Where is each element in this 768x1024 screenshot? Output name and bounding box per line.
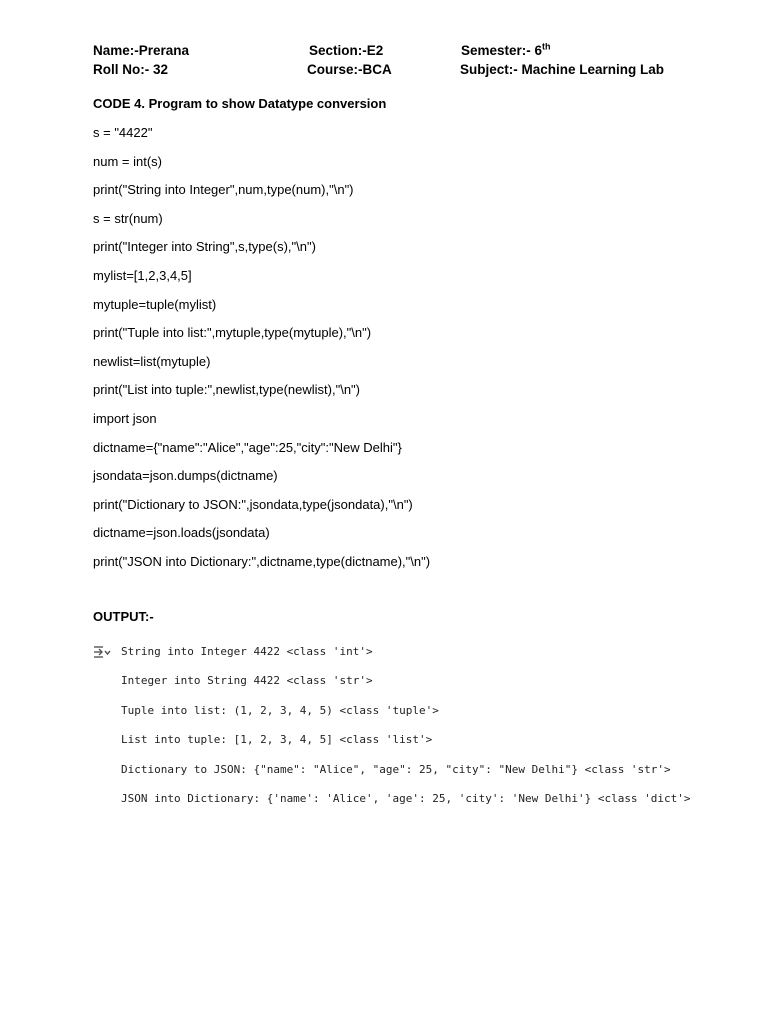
code-line: print("JSON into Dictionary:",dictname,type(dictname),"\n") — [93, 554, 431, 569]
output-line: JSON into Dictionary: {'name': 'Alice', 'age': 25, 'city': 'New Delhi'} <class 'dict'> — [121, 792, 691, 805]
output-line: Tuple into list: (1, 2, 3, 4, 5) <class 'tuple'> — [121, 703, 439, 717]
output-line: Integer into String 4422 <class 'str'> — [121, 674, 373, 688]
code-line: jsondata=json.dumps(dictname) — [93, 468, 278, 484]
output-line: Dictionary to JSON: {"name": "Alice", "age": 25, "city": "New Delhi"} <class 'str'> — [121, 762, 671, 776]
section: Section:-E2 — [309, 43, 384, 58]
code-line: num = int(s) — [93, 153, 162, 169]
code-line: print("String into Integer",num,type(num),"\n") — [93, 182, 354, 198]
code-line: newlist=list(mytuple) — [93, 353, 211, 369]
code-line: print("Tuple into list:",mytuple,type(mytuple),"\n") — [93, 325, 372, 341]
code-line: dictname=json.loads(jsondata) — [93, 525, 270, 541]
code-line: print("Integer into String",s,type(s),"\n") — [93, 239, 316, 255]
output-toggle-icon — [93, 644, 111, 660]
subject: Subject:- Machine Learning Lab — [460, 62, 665, 77]
output-line: List into tuple: [1, 2, 3, 4, 5] <class 'list'> — [121, 733, 433, 747]
code-line: mylist=[1,2,3,4,5] — [93, 268, 192, 283]
code-title: CODE 4. Program to show Datatype conversion — [93, 96, 387, 111]
code-line: print("List into tuple:",newlist,type(newlist),"\n") — [93, 382, 361, 398]
code-line: s = "4422" — [93, 125, 153, 140]
code-line: print("Dictionary to JSON:",jsondata,type(jsondata),"\n") — [93, 496, 413, 512]
output-line: String into Integer 4422 <class 'int'> — [121, 645, 373, 658]
code-line: import json — [93, 411, 157, 426]
course: Course:-BCA — [307, 62, 392, 77]
semester-label: Semester:- 6 — [461, 43, 543, 58]
code-line: mytuple=tuple(mylist) — [93, 296, 217, 312]
student-name: Name:-Prerana — [93, 43, 190, 58]
semester — [461, 43, 551, 58]
output-label: OUTPUT:- — [93, 609, 154, 624]
roll-number: Roll No:- 32 — [93, 62, 169, 77]
semester-suffix: th — [542, 41, 551, 52]
code-line: s = str(num) — [93, 210, 163, 226]
code-line: dictname={"name":"Alice","age":25,"city":"New Delhi"} — [93, 439, 402, 455]
